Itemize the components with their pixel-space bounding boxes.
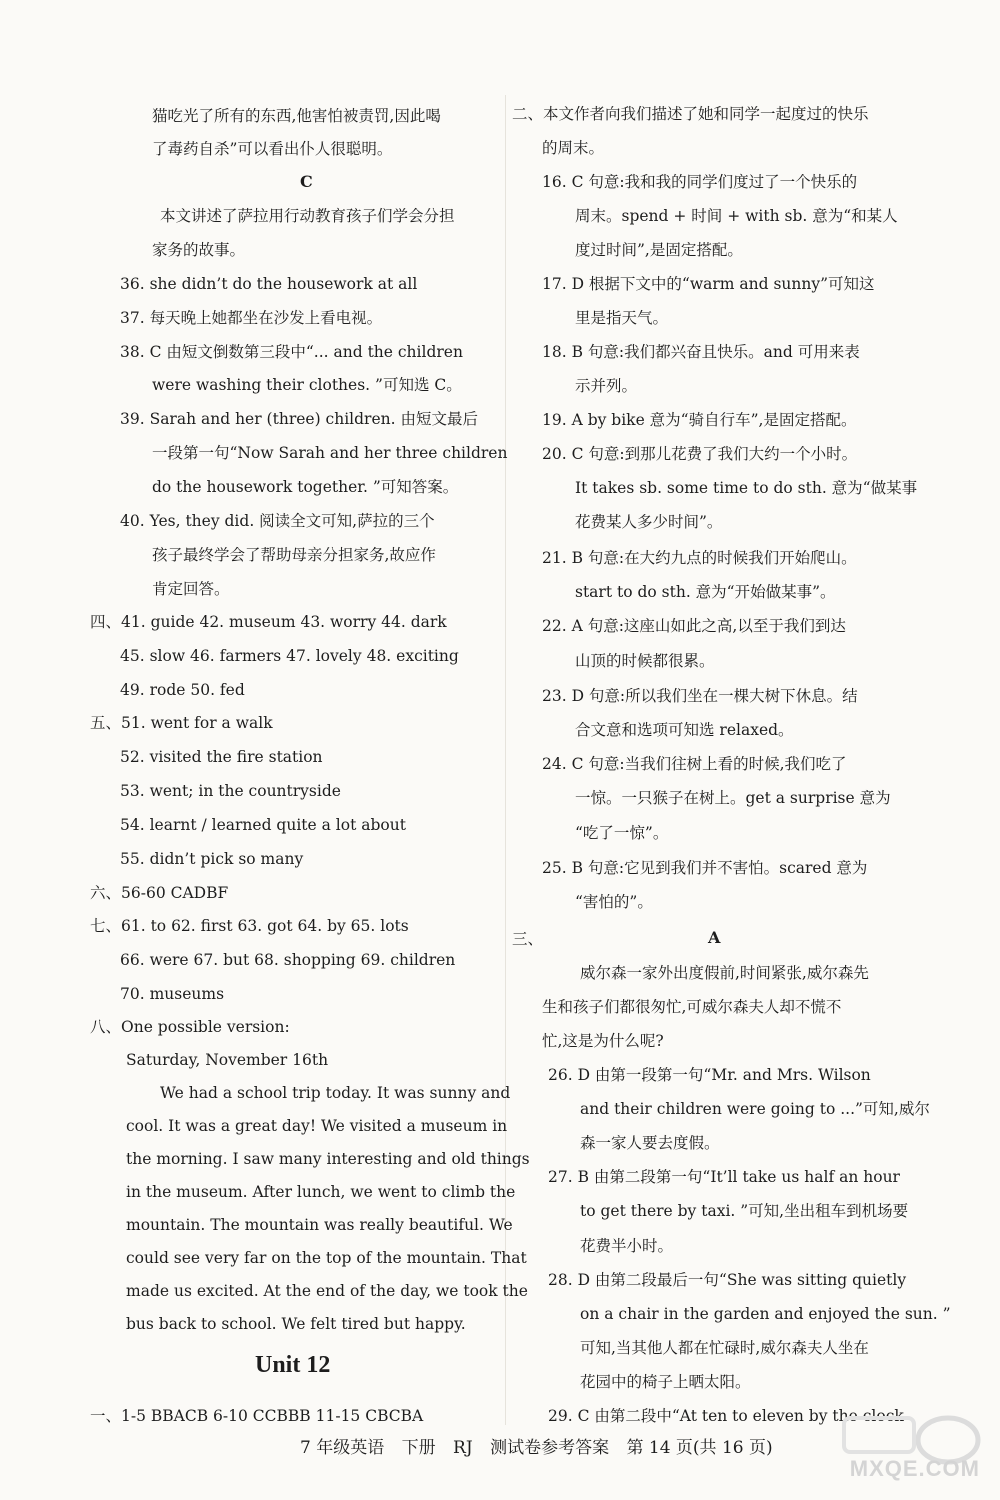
answer-28-cont: 花园中的椅子上晒太阳。 xyxy=(580,1373,751,1391)
answer-28-cont: 可知,当其他人都在忙碌时,威尔森夫人坐在 xyxy=(580,1339,869,1357)
answer-25: 25. B 句意:它见到我们并不害怕。scared 意为 xyxy=(542,859,868,877)
answer-53: 53. went; in the countryside xyxy=(120,782,341,800)
essay-line: the morning. I saw many interesting and old things xyxy=(126,1150,530,1168)
section-heading-c: C xyxy=(300,172,313,191)
essay-line: cool. It was a great day! We visited a museum in xyxy=(126,1117,508,1135)
answer-27: 27. B 由第二段第一句“It’ll take us half an hour xyxy=(548,1168,900,1186)
answer-39: 39. Sarah and her (three) children. 由短文最后 xyxy=(120,410,478,428)
answer-16-cont: 周末。spend + 时间 + with sb. 意为“和某人 xyxy=(575,207,898,225)
answer-23: 23. D 句意:所以我们坐在一棵大树下休息。结 xyxy=(542,687,858,705)
watermark-text: MXQE.COM xyxy=(849,1456,980,1481)
essay-line: bus back to school. We felt tired but happy. xyxy=(126,1315,466,1333)
essay-line: mountain. The mountain was really beautiful. We xyxy=(126,1216,513,1234)
footer-volume: 下册 xyxy=(401,1438,436,1458)
summary-line: 威尔森一家外出度假前,时间紧张,威尔森先 xyxy=(580,964,869,982)
watermark-logo xyxy=(836,1410,986,1490)
essay-line: could see very far on the top of the mountain. That xyxy=(126,1249,527,1267)
answer-24: 24. C 句意:当我们往树上看的时候,我们吃了 xyxy=(542,755,847,773)
answer-26-cont: and their children were going to ...”可知,威尔 xyxy=(580,1100,930,1118)
answer-29: 29. C 由第二段中“At ten to eleven by the clock xyxy=(548,1407,904,1425)
section-two-cont: 的周末。 xyxy=(542,139,605,157)
footer-grade: 7 年级英语 xyxy=(300,1438,385,1458)
answer-27-cont: to get there by taxi. ”可知,坐出租车到机场要 xyxy=(580,1202,909,1220)
text-line: 了毒药自杀”可以看出仆人很聪明。 xyxy=(152,140,393,158)
footer-page: 第 14 页(共 16 页) xyxy=(626,1438,773,1458)
section-four-cont: 45. slow 46. farmers 47. lovely 48. exciting xyxy=(120,647,459,665)
answer-36: 36. she didn’t do the housework at all xyxy=(120,275,418,293)
answer-40: 40. Yes, they did. 阅读全文可知,萨拉的三个 xyxy=(120,512,435,530)
section-eight: 八、One possible version: xyxy=(90,1018,290,1036)
section-seven: 七、61. to 62. first 63. got 64. by 65. lots xyxy=(90,917,409,935)
answer-24-cont: 一惊。一只猴子在树上。get a surprise 意为 xyxy=(575,789,891,807)
summary-line: 生和孩子们都很匆忙,可威尔森夫人却不慌不 xyxy=(542,998,842,1016)
essay-line: in the museum. After lunch, we went to climb the xyxy=(126,1183,516,1201)
answer-21-cont: start to do sth. 意为“开始做某事”。 xyxy=(575,583,836,601)
answer-25-cont: “害怕的”。 xyxy=(575,893,653,911)
answer-16: 16. C 句意:我和我的同学们度过了一个快乐的 xyxy=(542,173,858,191)
unit-answers: 一、1-5 BBACB 6-10 CCBBB 11-15 CBCBA xyxy=(90,1407,424,1425)
section-six: 六、56-60 CADBF xyxy=(90,884,229,902)
essay-line: We had a school trip today. It was sunny and xyxy=(160,1084,511,1102)
answer-28-cont: on a chair in the garden and enjoyed the sun. ” xyxy=(580,1305,951,1323)
section-four-cont: 49. rode 50. fed xyxy=(120,681,245,699)
answer-18: 18. B 句意:我们都兴奋且快乐。and 可用来表 xyxy=(542,343,860,361)
answer-24-cont: “吃了一惊”。 xyxy=(575,824,669,842)
answer-16-cont: 度过时间”,是固定搭配。 xyxy=(575,241,743,259)
essay-date: Saturday, November 16th xyxy=(126,1051,329,1069)
answer-38-cont: were washing their clothes. ”可知选 C。 xyxy=(152,376,462,394)
section-heading-a: A xyxy=(708,928,721,947)
footer-title: 测试卷参考答案 xyxy=(490,1438,610,1458)
section-two: 二、本文作者向我们描述了她和同学一起度过的快乐 xyxy=(512,105,869,123)
summary-line: 忙,这是为什么呢? xyxy=(542,1032,664,1050)
answer-55: 55. didn’t pick so many xyxy=(120,850,304,868)
answer-37: 37. 每天晚上她都坐在沙发上看电视。 xyxy=(120,309,383,327)
section-four: 四、41. guide 42. museum 43. worry 44. dark xyxy=(90,613,447,631)
answer-26: 26. D 由第一段第一句“Mr. and Mrs. Wilson xyxy=(548,1066,871,1084)
answer-54: 54. learnt / learned quite a lot about xyxy=(120,816,406,834)
section-seven-cont: 66. were 67. but 68. shopping 69. children xyxy=(120,951,456,969)
answer-18-cont: 示并列。 xyxy=(575,377,638,395)
text-line: 猫吃光了所有的东西,他害怕被责罚,因此喝 xyxy=(152,107,441,125)
answer-27-cont: 花费半小时。 xyxy=(580,1237,674,1255)
answer-40-cont: 孩子最终学会了帮助母亲分担家务,故应作 xyxy=(152,546,436,564)
answer-22: 22. A 句意:这座山如此之高,以至于我们到达 xyxy=(542,617,846,635)
answer-40-cont: 肯定回答。 xyxy=(152,580,230,598)
answer-20-cont: 花费某人多少时间”。 xyxy=(575,513,723,531)
answer-26-cont: 森一家人要去度假。 xyxy=(580,1134,720,1152)
answer-17-cont: 里是指天气。 xyxy=(575,309,669,327)
answer-20-cont: It takes sb. some time to do sth. 意为“做某事 xyxy=(575,479,918,497)
answer-19: 19. A by bike 意为“骑自行车”,是固定搭配。 xyxy=(542,411,857,429)
summary-line: 家务的故事。 xyxy=(152,241,246,259)
answer-20: 20. C 句意:到那儿花费了我们大约一个小时。 xyxy=(542,445,858,463)
section-three: 三、 xyxy=(512,930,544,948)
essay-line: made us excited. At the end of the day, we took the xyxy=(126,1282,528,1300)
answer-22-cont: 山顶的时候都很累。 xyxy=(575,652,715,670)
page-footer xyxy=(300,1433,785,1458)
section-five: 五、51. went for a walk xyxy=(90,714,273,732)
answer-52: 52. visited the fire station xyxy=(120,748,323,766)
answer-39-cont: do the housework together. ”可知答案。 xyxy=(152,478,459,496)
answer-39-cont: 一段第一句“Now Sarah and her three children xyxy=(152,444,508,462)
answer-23-cont: 合文意和选项可知选 relaxed。 xyxy=(575,721,794,739)
footer-edition: RJ xyxy=(453,1438,473,1458)
unit-title: Unit 12 xyxy=(255,1352,331,1378)
answer-38: 38. C 由短文倒数第三段中“... and the children xyxy=(120,343,463,361)
answer-21: 21. B 句意:在大约九点的时候我们开始爬山。 xyxy=(542,549,857,567)
section-seven-cont: 70. museums xyxy=(120,985,225,1003)
answer-17: 17. D 根据下文中的“warm and sunny”可知这 xyxy=(542,275,875,293)
answer-28: 28. D 由第二段最后一句“She was sitting quietly xyxy=(548,1271,907,1289)
summary-line: 本文讲述了萨拉用行动教育孩子们学会分担 xyxy=(160,207,455,225)
